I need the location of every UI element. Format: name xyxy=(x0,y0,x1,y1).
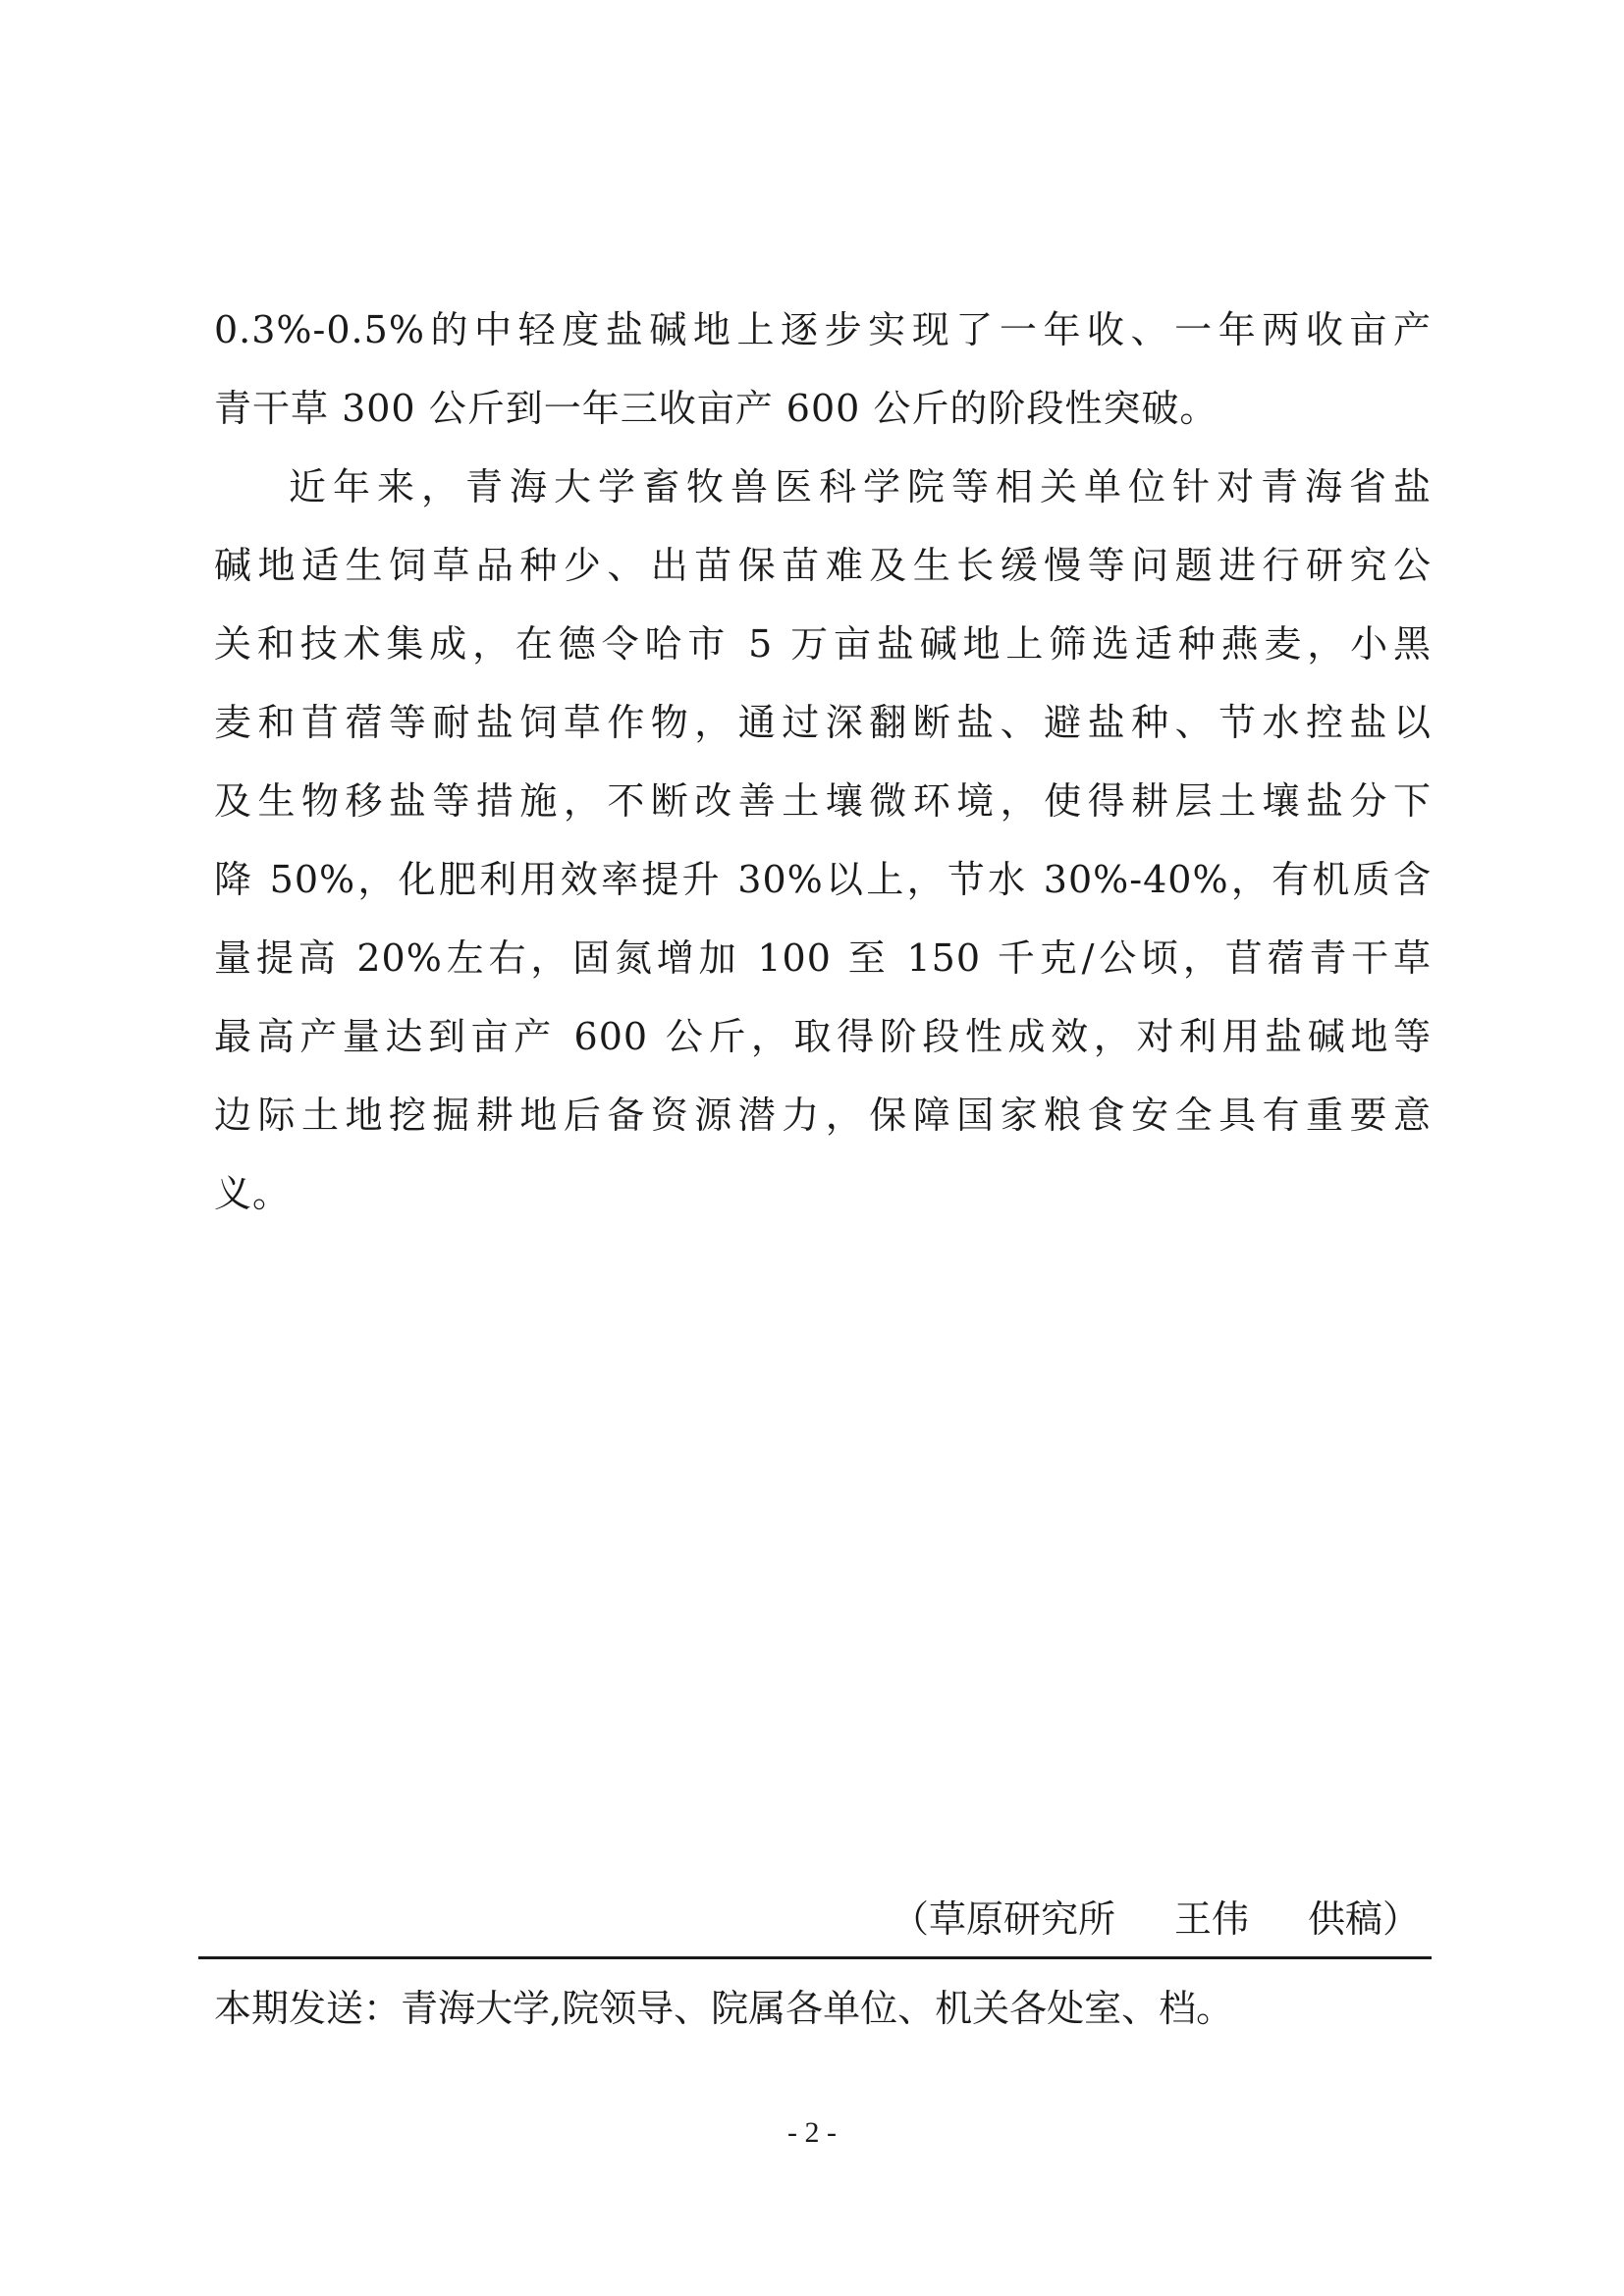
body-line-10: 最高产量达到亩产 600 公斤，取得阶段性成效，对利用盐碱地等 xyxy=(214,1015,1432,1058)
body-line-4: 碱地适生饲草品种少、出苗保苗难及生长缓慢等问题进行研究公 xyxy=(214,544,1432,587)
body-line-2: 青干草 300 公斤到一年三收亩产 600 公斤的阶段性突破。 xyxy=(214,387,1218,430)
article-body xyxy=(214,291,1432,1233)
credit-author: 王伟 xyxy=(1173,1897,1249,1941)
distribution-list: 本期发送：青海大学,院领导、院属各单位、机关各处室、档。 xyxy=(214,1987,1234,2030)
body-line-8: 降 50%，化肥利用效率提升 30%以上，节水 30%-40%，有机质含 xyxy=(214,858,1432,901)
body-line-5: 关和技术集成，在德令哈市 5 万亩盐碱地上筛选适种燕麦，小黑 xyxy=(214,622,1432,666)
body-line-6: 麦和苜蓿等耐盐饲草作物，通过深翻断盐、避盐种、节水控盐以 xyxy=(214,701,1432,744)
credit-department: （草原研究所 xyxy=(891,1897,1115,1941)
contributor-credit xyxy=(892,1890,1420,1949)
body-line-7: 及生物移盐等措施，不断改善土壤微环境，使得耕层土壤盐分下 xyxy=(214,779,1432,823)
body-line-12: 义。 xyxy=(214,1172,292,1215)
credit-label: 供稿） xyxy=(1307,1897,1420,1941)
body-line-1: 0.3%-0.5%的中轻度盐碱地上逐步实现了一年收、一年两收亩产 xyxy=(214,308,1432,351)
footer-divider xyxy=(198,1956,1432,1959)
body-line-9: 量提高 20%左右，固氮增加 100 至 150 千克/公顷，苜蓿青干草 xyxy=(214,936,1432,980)
body-line-3: 近年来，青海大学畜牧兽医科学院等相关单位针对青海省盐 xyxy=(289,465,1432,508)
body-line-11: 边际土地挖掘耕地后备资源潜力，保障国家粮食安全具有重要意 xyxy=(214,1094,1432,1137)
page-number: - 2 - xyxy=(787,2116,837,2149)
